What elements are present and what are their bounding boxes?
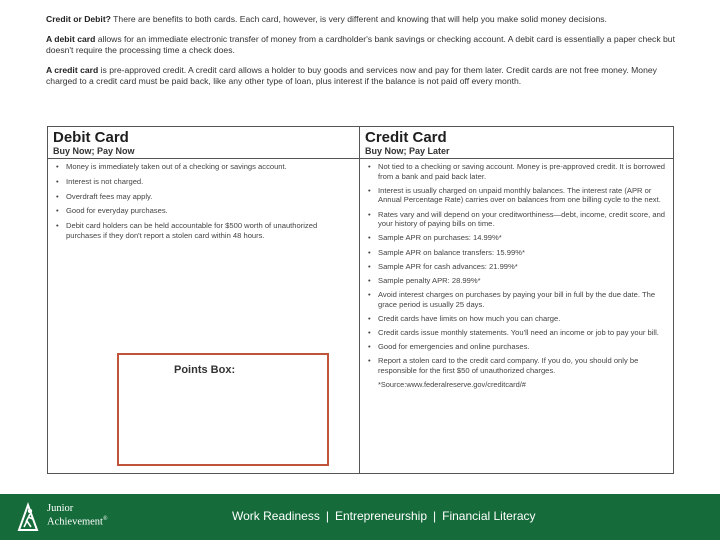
points-box[interactable] [117, 353, 329, 466]
list-item: • Interest is not charged. [54, 177, 353, 187]
logo-text [47, 503, 108, 528]
tagline-separator: | [325, 509, 329, 523]
credit-column [360, 127, 673, 473]
intro-paragraph-2 [46, 34, 678, 57]
list-item: • Credit cards issue monthly statements. You'll need an income or job to pay your bill. [366, 328, 667, 338]
intro-lead-1: Credit or Debit? [46, 14, 111, 24]
intro-lead-2: A debit card [46, 33, 96, 44]
logo-line-1: Junior [47, 503, 74, 514]
list-item: • Sample APR on purchases: 14.99%* [366, 233, 667, 243]
intro-paragraph-3 [46, 65, 678, 88]
list-item: • Credit cards have limits on how much you can charge. [366, 314, 667, 324]
credit-header [360, 127, 673, 159]
tagline-separator: | [433, 509, 437, 523]
credit-subtitle: Buy Now; Pay Later [365, 146, 450, 156]
intro-text [46, 14, 678, 96]
list-item: • Not tied to a checking or saving account. Money is pre-approved credit. It is borrowed from a bank and paid back later. [366, 162, 667, 181]
list-item: • Money is immediately taken out of a checking or savings account. [54, 162, 353, 172]
debit-list [48, 159, 359, 240]
list-item: • Sample penalty APR: 28.99%* [366, 276, 667, 286]
tagline-financial-literacy: Financial Literacy [442, 509, 536, 523]
junior-achievement-logo[interactable] [15, 500, 145, 534]
list-item: • Report a stolen card to the credit card company. If you do, you should only be responsible for the first $50 of unauthorized charges. [366, 356, 667, 375]
tagline-work-readiness: Work Readiness [232, 509, 320, 523]
debit-header [48, 127, 359, 159]
tagline-entrepreneurship: Entrepreneurship [334, 509, 428, 523]
source-note: *Source:www.federalreserve.gov/creditcard/# [378, 380, 526, 390]
list-item: • Good for everyday purchases. [54, 206, 353, 216]
list-item: • Debit card holders can be held accountable for $500 worth of unauthorized purchases if they don't report a stolen card within 48 hours. [54, 221, 353, 240]
list-item: • Interest is usually charged on unpaid monthly balances. The interest rate (APR or Annual Percentage Rate) carries over on balances from one billing cycle to the next. [366, 186, 667, 205]
logo-line-2-text: Achievement [47, 516, 103, 528]
intro-text-3: is pre-approved credit. A credit card allows a holder to buy goods and services now and pay for them later. Credit cards are not free money. Money charged to a credit card must be paid back, like any other type of loan, plus interest if the balance is not paid off every month. [46, 64, 657, 86]
list-item: • Sample APR for cash advances: 21.99%* [366, 262, 667, 272]
intro-lead-3: A credit card [46, 64, 99, 75]
intro-text-2: allows for an immediate electronic transfer of money from a cardholder's bank savings or checking account. A debit card is essentially a paper check but doesn't require the processing time a check does. [46, 33, 675, 55]
footer-bar [0, 494, 720, 540]
list-item: • Rates vary and will depend on your creditworthiness—debt, income, credit score, and your history of paying bills on time. [366, 210, 667, 229]
points-box-title: Points Box: [174, 364, 236, 376]
intro-text-1: There are benefits to both cards. Each card, however, is very different and knowing that will help you make solid money decisions. [113, 14, 607, 24]
debit-subtitle: Buy Now; Pay Now [53, 146, 135, 156]
logo-line-2 [47, 514, 108, 528]
list-item: • Avoid interest charges on purchases by paying your bill in full by the due date. The grace period is usually 25 days. [366, 290, 667, 309]
tagline [232, 509, 536, 523]
registered-mark: ® [102, 516, 108, 522]
credit-list [360, 159, 673, 376]
intro-paragraph-1 [46, 14, 678, 26]
credit-title: Credit Card [365, 129, 447, 146]
list-item: • Good for emergencies and online purchases. [366, 342, 667, 352]
ja-figure-icon [15, 502, 41, 532]
list-item: • Overdraft fees may apply. [54, 192, 353, 202]
debit-title: Debit Card [53, 129, 129, 146]
list-item: • Sample APR on balance transfers: 15.99%* [366, 248, 667, 258]
